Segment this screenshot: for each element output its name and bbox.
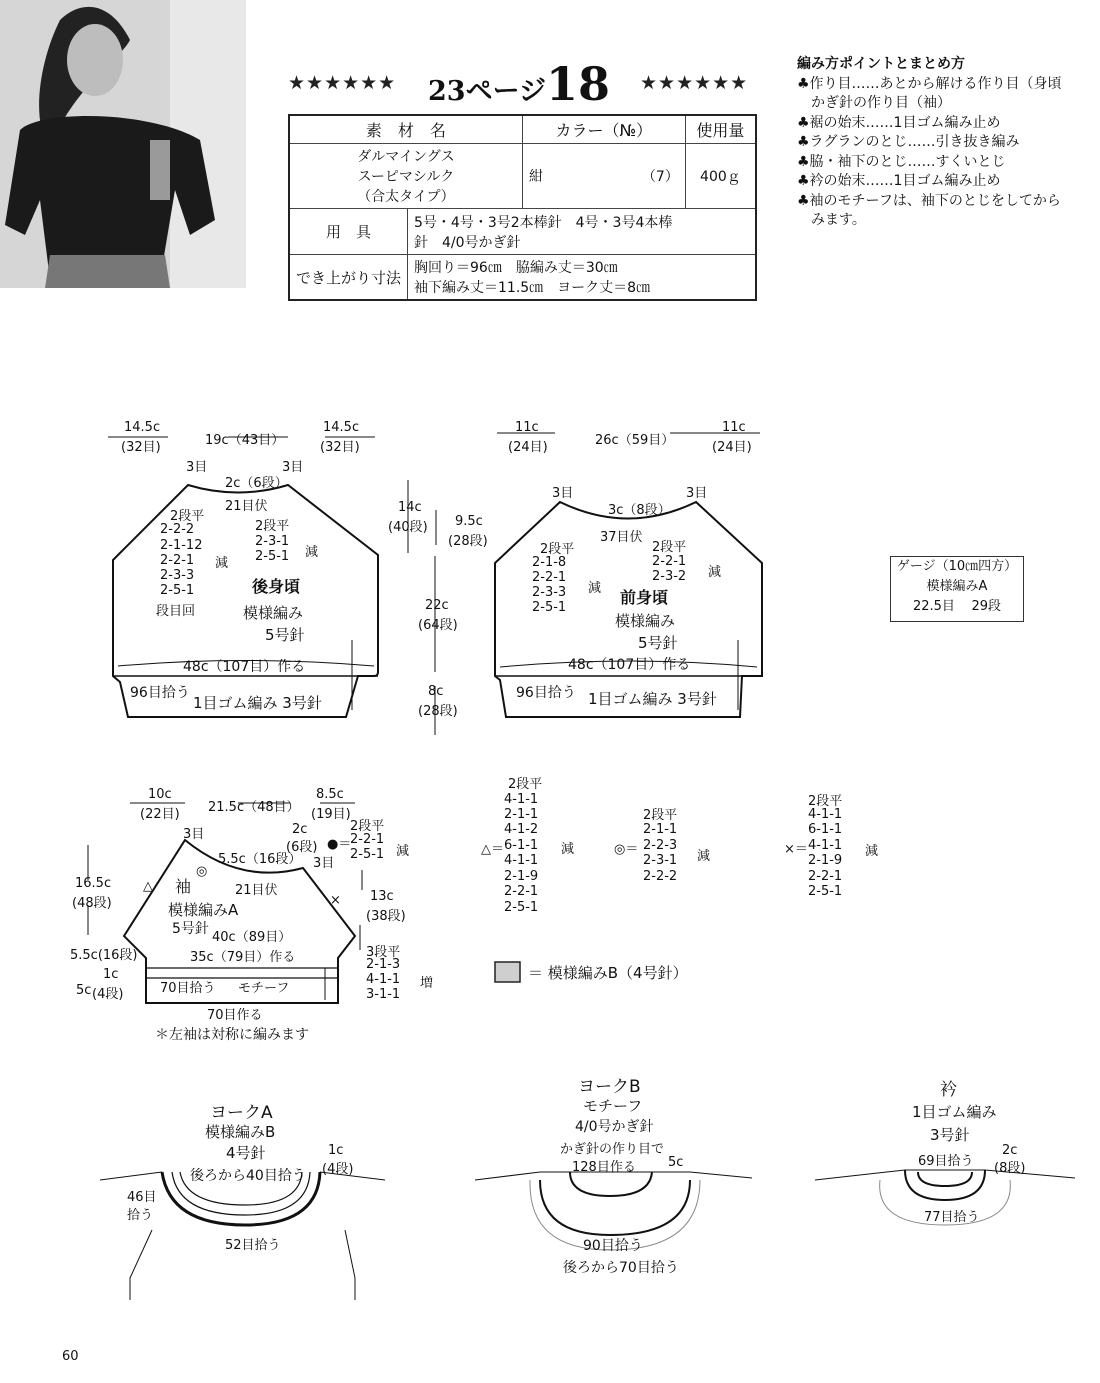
dim-label: 8.5c <box>316 787 344 802</box>
dim-label: (4段) <box>322 1162 354 1177</box>
rows-label: 段目回 <box>156 604 196 619</box>
dec-row: 2-5-1 <box>160 583 195 598</box>
dec-row: 2-2-2 <box>160 522 195 537</box>
size-line: 袖下編み丈＝11.5㎝ ヨーク丈＝8㎝ <box>414 280 651 296</box>
dec-row: 2-1-12 <box>160 538 203 553</box>
x-mark: × <box>330 893 341 908</box>
tools-label: 用 具 <box>289 209 408 255</box>
needle-label: 3号針 <box>930 1126 970 1144</box>
dim-label: 9.5c <box>455 514 483 529</box>
col-material: 素 材 名 <box>289 115 522 144</box>
tip-item: みます。 <box>797 212 866 228</box>
triangle-mark: △ <box>143 879 153 894</box>
gauge-box <box>890 556 1024 622</box>
dec-row: 2-2-1 <box>808 869 843 884</box>
pickup-label: 後ろから40目拾う <box>190 1168 306 1184</box>
stitch-label: 3目 <box>686 486 708 501</box>
dec-row: 6-1-1 <box>808 822 843 837</box>
dec-row: 2-2-1 <box>532 570 567 585</box>
dec-row: 2-1-1 <box>504 807 539 822</box>
pattern-b-legend: ＝ 模様編みB（4号針） <box>528 964 688 982</box>
dec-row: 2-1-1 <box>643 822 678 837</box>
symmetry-note: ＊左袖は対称に編みます <box>155 1027 309 1043</box>
stars-left: ★★★★★★ <box>288 72 397 94</box>
tip-item: ♣脇・袖下のとじ……すくいとじ <box>797 153 1006 170</box>
dim-label: 14c <box>398 500 422 515</box>
dec-row: 2-1-8 <box>532 555 567 570</box>
dim-label: (24目) <box>712 440 752 455</box>
pickup-label: 後ろから70目拾う <box>563 1260 679 1276</box>
stars-right: ★★★★★★ <box>640 72 749 94</box>
pickup-label: 46目 <box>127 1190 157 1205</box>
dec-row: 2-1-9 <box>808 853 843 868</box>
pattern-label: 模様編み <box>243 604 304 622</box>
flat-label: 2段平 <box>170 509 205 524</box>
bind-off-label: 21目伏 <box>225 499 268 514</box>
motif-cast-label: 70目作る <box>207 1008 263 1023</box>
needle-label: 5号針 <box>265 626 305 644</box>
color-name: 紺 <box>528 169 543 185</box>
color-number: （7） <box>641 169 679 185</box>
needle-label: 4号針 <box>226 1144 266 1162</box>
stitch-label: 3目 <box>282 460 304 475</box>
dim-label: 5.5c(16段) <box>70 948 138 963</box>
collar-lines <box>815 1170 1075 1180</box>
drop-label: 2c <box>292 822 308 837</box>
front-body-title: 前身頃 <box>620 588 669 607</box>
yoke-b-outer <box>540 1180 690 1235</box>
flat-label: 2段平 <box>808 794 843 809</box>
flat-label: 2段平 <box>643 808 678 823</box>
flat-label: 2段平 <box>255 519 290 534</box>
col-color: カラー（№） <box>522 115 685 144</box>
page-number: 60 <box>62 1349 79 1364</box>
pickup-label: 70目拾う <box>160 981 216 996</box>
dim-label: (64段) <box>418 618 458 633</box>
pattern-label: 模様編みA <box>168 901 239 919</box>
pickup-label: 77目拾う <box>924 1210 980 1225</box>
dim-label: (19目) <box>311 807 351 822</box>
rib-label: 1目ゴム編み 3号針 <box>588 690 717 708</box>
inc-row: 3-1-1 <box>366 987 401 1002</box>
tools-line: 5号・4号・3号2本棒針 4号・3号4本棒 <box>414 214 673 231</box>
dec-row: 2-3-3 <box>160 568 195 583</box>
dim-label: 1c <box>328 1143 344 1158</box>
dec-row: 2-2-1 <box>350 832 385 847</box>
cast-on-label: 35c（79目）作る <box>190 950 296 965</box>
gauge-pattern: 模様編みA <box>926 579 988 594</box>
amount-cell: 400ｇ <box>685 144 756 209</box>
bind-off-label: 37目伏 <box>600 530 643 545</box>
rib-label: 1目ゴム編み 3号針 <box>193 694 322 712</box>
pattern-label: 模様編みB <box>205 1123 276 1141</box>
inc-row: 2-1-3 <box>366 957 401 972</box>
dim-label: (32目) <box>320 440 360 455</box>
dec-row: 2-5-1 <box>350 847 385 862</box>
dim-label: (8段) <box>994 1161 1026 1176</box>
collar-inner <box>918 1172 972 1186</box>
motif-label: モチーフ <box>583 1097 643 1115</box>
dim-label: (40段) <box>388 520 428 535</box>
dec-row: 2-2-2 <box>643 869 678 884</box>
dim-label: 26c（59目） <box>595 433 675 448</box>
dec-row: 2-2-1 <box>652 554 687 569</box>
collar-title: 衿 <box>940 1080 957 1100</box>
yoke-b-inner <box>570 1172 652 1196</box>
gauge-title: ゲージ（10㎝四方） <box>896 559 1018 574</box>
bullet-mark: ●＝ <box>327 837 352 852</box>
dim-label: 8c <box>428 684 444 699</box>
col-amount: 使用量 <box>685 115 756 144</box>
dec-label: 減 <box>697 849 711 864</box>
flat-label: 2段平 <box>540 542 575 557</box>
cast-on-label: 48c（107目）作る <box>183 659 306 675</box>
stitch-label: 3目 <box>186 460 208 475</box>
x-mark: ×＝ <box>784 842 808 857</box>
sleeve-title: 袖 <box>175 877 192 896</box>
cast-on-label: 48c（107目）作る <box>568 657 691 673</box>
dec-label: 減 <box>588 581 602 596</box>
dec-row: 2-3-1 <box>255 534 290 549</box>
pickup-label: 96目拾う <box>130 685 190 701</box>
dim-label: 14.5c <box>124 420 161 435</box>
tools-line: 針 4/0号かぎ針 <box>414 234 521 251</box>
dec-label: 減 <box>215 556 229 571</box>
dec-row: 2-5-1 <box>532 600 567 615</box>
stitch-label: 3目 <box>183 827 205 842</box>
inc-label: 増 <box>420 976 434 991</box>
tips-title: 編み方ポイントとまとめ方 <box>797 56 965 72</box>
dim-label: 2c <box>1002 1143 1018 1158</box>
needle-label: 5号針 <box>172 921 209 937</box>
pattern-number: 18 <box>546 57 611 111</box>
dec-row: 2-2-1 <box>504 884 539 899</box>
dim-label: 13c <box>370 889 394 904</box>
tip-item: ♣ラグランのとじ……引き抜き編み <box>797 134 1020 150</box>
triangle-mark: △＝ <box>481 842 504 857</box>
dec-label: 減 <box>396 844 410 859</box>
size-line: 胸回り＝96㎝ 脇編み丈＝30㎝ <box>414 260 618 276</box>
dec-label: 減 <box>708 565 722 580</box>
tip-item: ♣衿の始末……1目ゴム編み止め <box>797 173 1001 189</box>
pickup-label: 69目拾う <box>918 1154 974 1169</box>
dec-row: 2-1-9 <box>504 869 539 884</box>
material-line: （合太タイプ） <box>357 189 455 205</box>
bind-off-label: 21目伏 <box>235 883 278 898</box>
drop-label: 5.5c（16段） <box>218 852 302 867</box>
dim-label: 10c <box>148 787 172 802</box>
circle-mark: ◎ <box>196 864 208 879</box>
dim-label: (28段) <box>448 534 488 549</box>
material-line: ダルマイングス <box>357 149 455 165</box>
gauge-stitches: 22.5目 <box>912 599 955 614</box>
flat-label: 3段平 <box>366 945 401 960</box>
dim-label: 1c <box>103 967 119 982</box>
dec-row: 2-3-2 <box>652 569 687 584</box>
stitch-label: 3目 <box>313 856 335 871</box>
needle-label: 4/0号かぎ針 <box>575 1119 654 1135</box>
dim-label: (28段) <box>418 704 458 719</box>
pickup-label: 90目拾う <box>583 1238 643 1254</box>
gauge-values <box>891 597 1023 617</box>
page-reference: 23ページ <box>428 76 547 107</box>
dim-label: 5c <box>76 983 92 998</box>
yoke-b-title: ヨークB <box>578 1077 641 1097</box>
inc-row: 4-1-1 <box>366 972 401 987</box>
flat-label: 2段平 <box>350 819 385 834</box>
dim-label: 22c <box>425 598 449 613</box>
dec-row: 4-1-1 <box>808 807 843 822</box>
motif-label: モチーフ <box>238 981 290 996</box>
back-body-title: 後身頃 <box>252 577 301 596</box>
dec-row: 2-2-1 <box>160 553 195 568</box>
dim-label: (4段) <box>92 987 124 1002</box>
gauge-rows: 29段 <box>971 599 1002 614</box>
dim-label: 5c <box>668 1155 684 1170</box>
flat-label: 2段平 <box>508 777 543 792</box>
dec-label: 減 <box>865 844 879 859</box>
flat-label: 2段平 <box>652 540 687 555</box>
dim-label: 19c（43目） <box>205 433 285 448</box>
pickup-label: 拾う <box>127 1208 154 1223</box>
tip-item: ♣作り目……あとから解ける作り目（身頃 <box>797 75 1062 92</box>
dim-label: (22目) <box>140 807 180 822</box>
material-line: スーピマシルク <box>357 169 455 185</box>
width-label: 40c（89目） <box>212 930 292 945</box>
dec-row: 4-1-1 <box>504 792 539 807</box>
pickup-label: 52目拾う <box>225 1238 281 1253</box>
pattern-label: 模様編み <box>615 612 676 630</box>
yoke-a-title: ヨークA <box>210 1103 273 1123</box>
dec-row: 2-5-1 <box>504 900 539 915</box>
dim-label: (38段) <box>366 909 406 924</box>
dim-label: 11c <box>515 420 539 435</box>
dec-row: 2-5-1 <box>808 884 843 899</box>
dim-label: 16.5c <box>75 876 112 891</box>
tip-item: ♣袖のモチーフは、袖下のとじをしてから <box>797 192 1061 209</box>
dim-label: (32目) <box>121 440 161 455</box>
drop-label: (6段) <box>286 840 318 855</box>
dim-label: 21.5c（48目） <box>208 800 300 815</box>
stitch-label: 3目 <box>552 486 574 501</box>
dec-label: 減 <box>305 545 319 560</box>
dim-label: 11c <box>722 420 746 435</box>
dim-label: 14.5c <box>323 420 360 435</box>
dec-row: 2-2-3 <box>643 838 678 853</box>
dec-row: 4-1-2 <box>504 822 539 837</box>
size-label: でき上がり寸法 <box>289 255 408 301</box>
dec-row: 6-1-1 <box>504 838 539 853</box>
dec-label: 減 <box>561 842 575 857</box>
cast-label: 128目作る <box>572 1160 636 1175</box>
dec-row: 4-1-1 <box>504 853 539 868</box>
cast-label: かぎ針の作り目で <box>560 1142 665 1157</box>
pattern-label: 1目ゴム編み <box>912 1103 997 1121</box>
dec-row: 2-3-1 <box>643 853 678 868</box>
pickup-label: 96目拾う <box>516 685 576 701</box>
dec-row: 4-1-1 <box>808 838 843 853</box>
dim-label: (24目) <box>508 440 548 455</box>
legend-swatch <box>495 962 520 982</box>
tip-item: ♣裾の始末……1目ゴム編み止め <box>797 114 1001 131</box>
dec-row: 2-3-3 <box>532 585 567 600</box>
neck-drop-label: 3c（8段） <box>608 503 671 518</box>
circle-mark: ◎＝ <box>614 842 639 857</box>
tip-item: かぎ針の作り目（袖） <box>797 95 951 111</box>
dec-row: 2-5-1 <box>255 549 290 564</box>
neck-drop-label: 2c（6段） <box>225 476 288 491</box>
dim-label: (48段) <box>72 896 112 911</box>
needle-label: 5号針 <box>638 634 678 652</box>
